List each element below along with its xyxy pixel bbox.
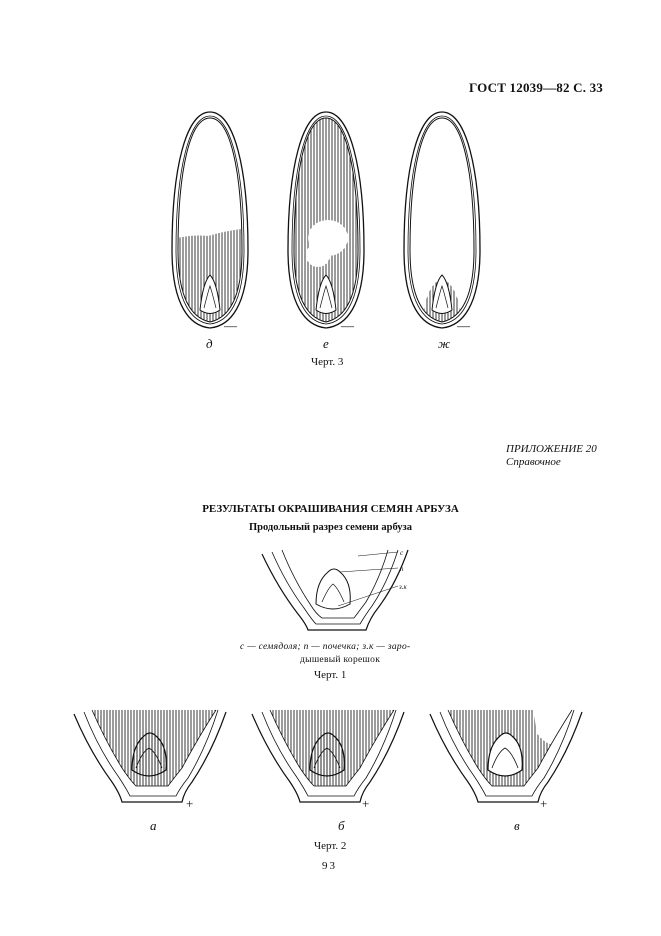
seed-d-letter: д [206,336,213,351]
section-subtitle: Продольный разрез семени арбуза [248,522,413,533]
legend-line-2: дышевый корешок [300,655,381,665]
section-v-illustration [426,708,586,808]
figure1-caption: Черт. 1 [314,669,347,681]
seed-e-illustration [286,110,366,330]
seed-e-sign: — [341,318,354,333]
label-radicle: з.к [399,583,407,591]
section-b-letter: б [338,818,345,833]
appendix-block [506,443,597,469]
section-a-illustration [70,708,230,808]
figure3-caption: Черт. 3 [311,356,344,368]
label-bud: п [400,565,404,573]
section-v-sign: + [540,796,548,811]
section-title: РЕЗУЛЬТАТЫ ОКРАШИВАНИЯ СЕМЯН АРБУЗА [202,503,459,515]
section-b-sign: + [362,796,370,811]
figure2-caption: Черт. 2 [314,840,347,852]
section-a-letter: а [150,818,157,833]
seed-d-illustration [170,110,250,330]
appendix-title: ПРИЛОЖЕНИЕ 20 [506,443,597,455]
page-header: ГОСТ 12039—82 С. 33 [469,80,603,95]
seed-section-diagram [258,548,428,636]
seed-zh-sign: — [457,318,470,333]
seed-zh-illustration [402,110,482,330]
figure1-legend [240,641,425,667]
seed-d-sign: — [224,318,237,333]
seed-zh-letter: ж [438,336,451,351]
legend-line-1: с — семядоля; п — почечка; з.к — заро- [240,642,411,652]
page-number: 93 [322,860,337,872]
section-v-letter: в [514,818,520,833]
section-b-illustration [248,708,408,808]
seed-e-letter: е [323,336,329,351]
section-a-sign: + [186,796,194,811]
appendix-subtitle: Справочное [506,456,561,468]
label-cotyledon: с [400,549,404,557]
